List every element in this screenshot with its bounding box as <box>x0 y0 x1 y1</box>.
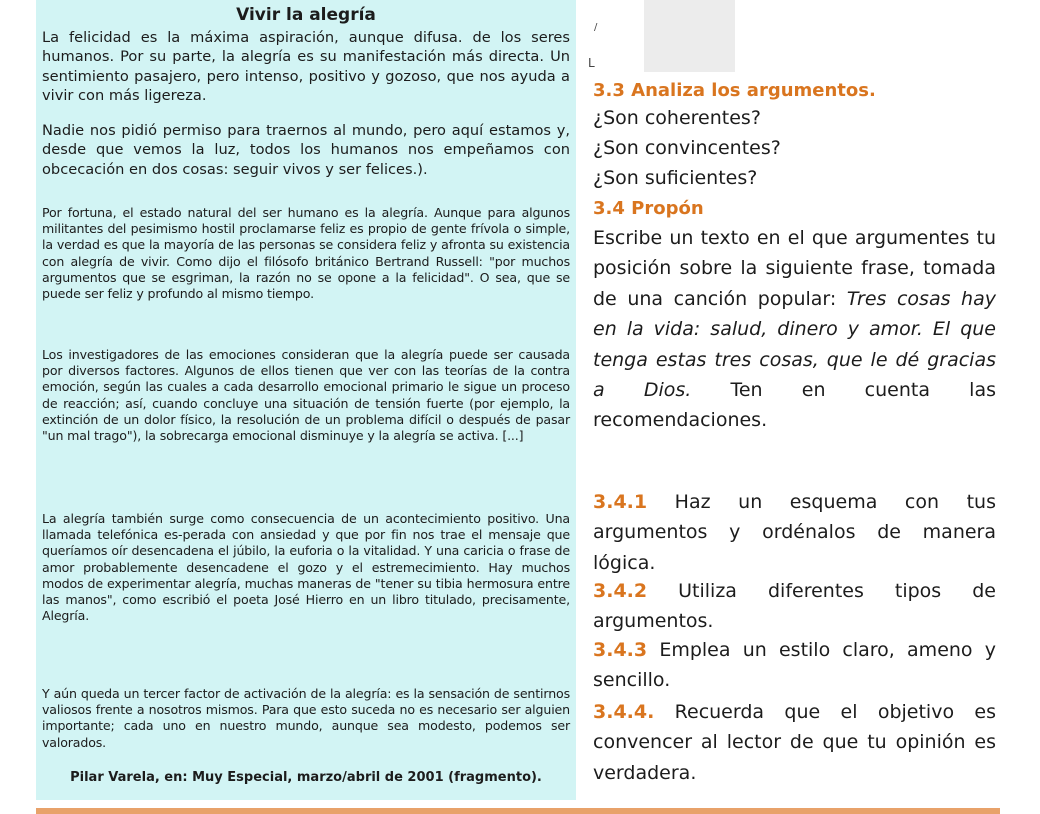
instruction-text: Utiliza diferentes tipos de argumentos. <box>593 580 996 633</box>
section-3-4-title: 3.4 Propón <box>593 198 704 219</box>
instruction-text: Recuerda que el objetivo es convencer al lector de que tu opinión es verdadera. <box>593 701 996 784</box>
song-quote: Tres cosas hay en la vida: salud, dinero y amor. El que tenga estas tres cosas, que le dé gracias a Dios. <box>593 287 996 402</box>
prompt-text: Escribe un texto en el que argumentes tu posición sobre la siguiente frase, tomada de una canción popular: <box>593 227 996 310</box>
instruction-3-4-4 <box>593 697 996 788</box>
instruction-3-4-1 <box>593 487 996 578</box>
article-panel <box>36 0 576 800</box>
instruction-number: 3.4.1 <box>593 491 648 513</box>
instruction-3-4-3 <box>593 635 996 696</box>
instruction-text: Haz un esquema con tus argumentos y ordénalos de manera lógica. <box>593 491 996 574</box>
pencil-mark: ᒪ <box>588 56 595 70</box>
article-title: Vivir la alegría <box>236 5 376 25</box>
prompt-text-end: Ten en cuenta las recomendaciones. <box>593 379 996 432</box>
article-paragraph-2: Nadie nos pidió permiso para traernos al mundo, pero aquí estamos y, desde que vemos la luz, todos los humanos nos empeñamos con obcecación en dos cosas: seguir vivos y ser felices.). <box>42 122 570 178</box>
instruction-number: 3.4.4. <box>593 701 655 723</box>
section-3-4-prompt <box>593 223 996 436</box>
instruction-3-4-2 <box>593 576 996 637</box>
bottom-rule <box>36 808 1000 814</box>
instruction-text: Emplea un estilo claro, ameno y sencillo. <box>593 639 996 692</box>
section-3-3-title: 3.3 Analiza los argumentos. <box>593 80 876 101</box>
instruction-number: 3.4.2 <box>593 580 648 602</box>
gray-placeholder-box <box>644 0 735 72</box>
article-paragraph-4: Los investigadores de las emociones consideran que la alegría puede ser causada por diversos factores. Algunos de ellos tienen que ver con las teorías de la contra emoción, según las cuales a cada desarrollo emocional primario le sigue un proceso de reacción; así, cuando concluye una situación de tensión fuerte (por ejemplo, la extinción de un dolor físico, la resolución de un problema difícil o después de pasar "un mal trago"), la sobrecarga emocional disminuye y la alegría se activa. [...] <box>42 347 570 444</box>
article-author: Pilar Varela, en: Muy Especial, marzo/abril de 2001 (fragmento). <box>70 770 542 785</box>
question-convincentes: ¿Son convincentes? <box>593 137 781 159</box>
article-paragraph-3: Por fortuna, el estado natural del ser humano es la alegría. Aunque para algunos militantes del pesimismo hostil proclamarse feliz es propio de gente frívola o simple, la verdad es que la mayoría de las personas se considera feliz y afronta su existencia con alegría de vivir. Como dijo el filósofo británico Bertrand Russell: "por muchos argumentos que se esgriman, la razón no se opone a la felicidad". O sea, que se puede ser feliz y profundo al mismo tiempo. <box>42 205 570 302</box>
article-paragraph-6: Y aún queda un tercer factor de activación de la alegría: es la sensación de sentirnos valiosos frente a nosotros mismos. Para que esto suceda no es necesario ser alguien importante; cada uno en nuestro mundo, aunque sea modesto, podemos ser valorados. <box>42 686 570 750</box>
article-paragraph-5: La alegría también surge como consecuencia de un acontecimiento positivo. Una llamada telefónica es-perada con ansiedad y que por fin nos trae el mensaje que queríamos oír desencadena el júbilo, la euforia o la vitalidad. Y una caricia o frase de amor probablemente desencadene el gozo y el estremecimiento. Hay muchos modos de experimentar alegría, muchas maneras de "tener su tibia hermosura entre las manos", como escribió el poeta José Hierro en un libro titulado, precisamente, Alegría. <box>42 511 570 624</box>
article-paragraph-1: La felicidad es la máxima aspiración, aunque difusa. de los seres humanos. Por su parte, la alegría es su manifestación más directa. Un sentimiento pasajero, pero intenso, positivo y gozoso, que nos ayuda a vivir con más ligereza. <box>42 29 570 105</box>
question-suficientes: ¿Son suficientes? <box>593 167 758 189</box>
instruction-number: 3.4.3 <box>593 639 648 661</box>
pencil-mark: / <box>594 22 598 33</box>
question-coherentes: ¿Son coherentes? <box>593 107 761 129</box>
